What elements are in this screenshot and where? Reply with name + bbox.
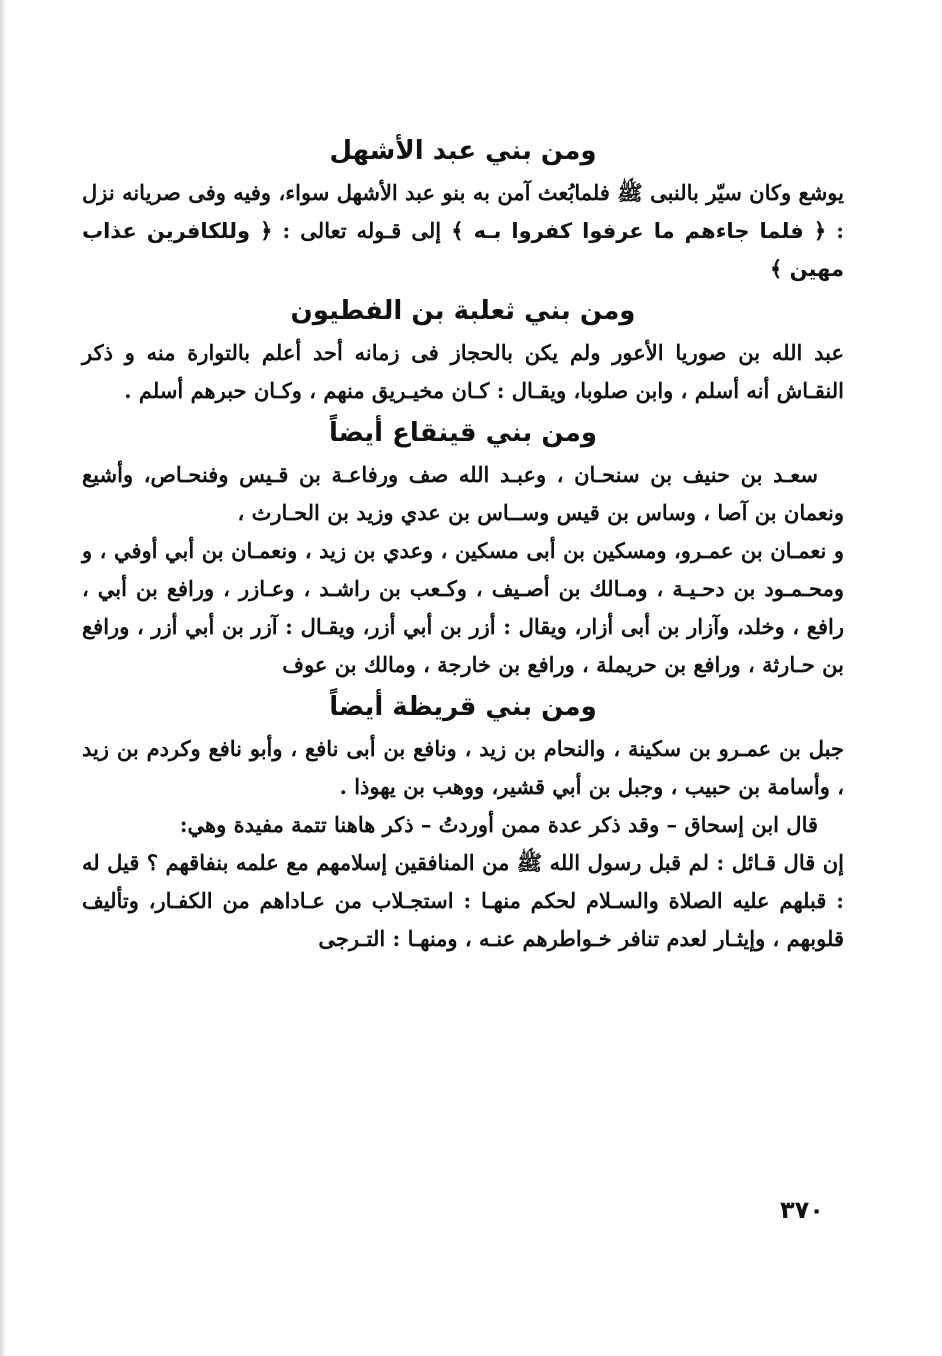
page-edge-shadow [0,0,6,1356]
section-bani-qurayza [82,684,844,958]
section-paragraph: عبد الله بن صوريا الأعور ولم يكن بالحجاز فى زمانه أحد أعلم بالتوارة منه و ذكر النقـاش أنه أسلم ، وابن صلوبا، ويقـال : كـان مخيـريق منهم ، وكـان حبرهم أسلم . [82,340,844,403]
section-paragraph: و نعمـان بن عمـرو، ومسكين بن أبى مسكين ، وعدي بن زيد ، ونعمـان بن أبي أوفي ، و ومحـمـود بن دحـيـة ، ومـالك بن أصـيف ، وكـعب بن راشـد ، وعـازر ، ورافع بن أبي ، رافع ، وخلد، وآزار بن أبى أزار، ويقال : أزر بن أبي أزر، ويقـال : آزر بن أبي أزر ، ورافع بن حـارثة ، ورافع بن حريملة ، ورافع بن خارجة ، ومالك بن عوف [82,538,844,677]
section-paragraph: إن قال قـائل : لم قبل رسول الله ﷺ من المنافقين إسلامهم مع علمه بنفاقهم ؟ قيل له : قبلهم عليه الصلاة والسـلام لحكم منهـا : استجـلاب من عـاداهم من الكفـار، وتأليف قلوبهم ، وإيثـار لعدم تنافر خـواطرهم عنـه ، ومنهـا : التـرجى [82,850,844,951]
page-number: ٣٧٠ [780,1196,824,1224]
quran-quote: ﴿ وللكافرين عذاب مهين ﴾ [82,219,844,281]
section-paragraph [82,174,844,288]
section-bani-thaalaba [82,288,844,410]
section-paragraph: جبل بن عمـرو بن سكينة ، والنحام بن زيد ، ونافع بن أبى نافع ، وأبو نافع وكردم بن زيد ، وأسامة بن حبيب ، وجبل بن أبي قشير، ووهب بن يهوذا . [82,736,844,799]
section-heading: ومن بني قريظة أيضاً [329,692,597,722]
paragraph-text: يوشع وكان سيّر بالنبى ﷺ فلمابُعث آمن به بنو عبد الأشهل سواء، وفيه وفى صريانه نزل : [82,180,844,243]
section-paragraph: سعـد بن حنيف بن سنحـان ، وعبـد الله صف ورفاعـة بن قـيس وفنحـاص، وأشيع ونعمان بن آصا ، وساس بن قيس وســاس بن عدي وزيد بن الحـارث ، [82,462,844,525]
section-heading: ومن بني عبد الأشهل [329,136,597,166]
section-heading: ومن بني قينقاع أيضاً [328,418,598,448]
section-paragraph: قال ابن إسحاق – وقد ذكر عدة ممن أوردتُ – ذكر هاهنا تتمة مفيدة وهي: [179,812,818,837]
section-heading: ومن بني ثعلبة بن الفطيون [290,296,636,326]
paragraph-text: إلى قـوله تعالى : [272,218,452,243]
section-bani-abd-al-ashhal [82,128,844,288]
page-body [82,128,844,958]
quran-quote: ﴿ فلما جاءهم ما عرفوا كفروا بـه ﴾ [451,219,827,243]
section-bani-qaynuqa [82,410,844,684]
